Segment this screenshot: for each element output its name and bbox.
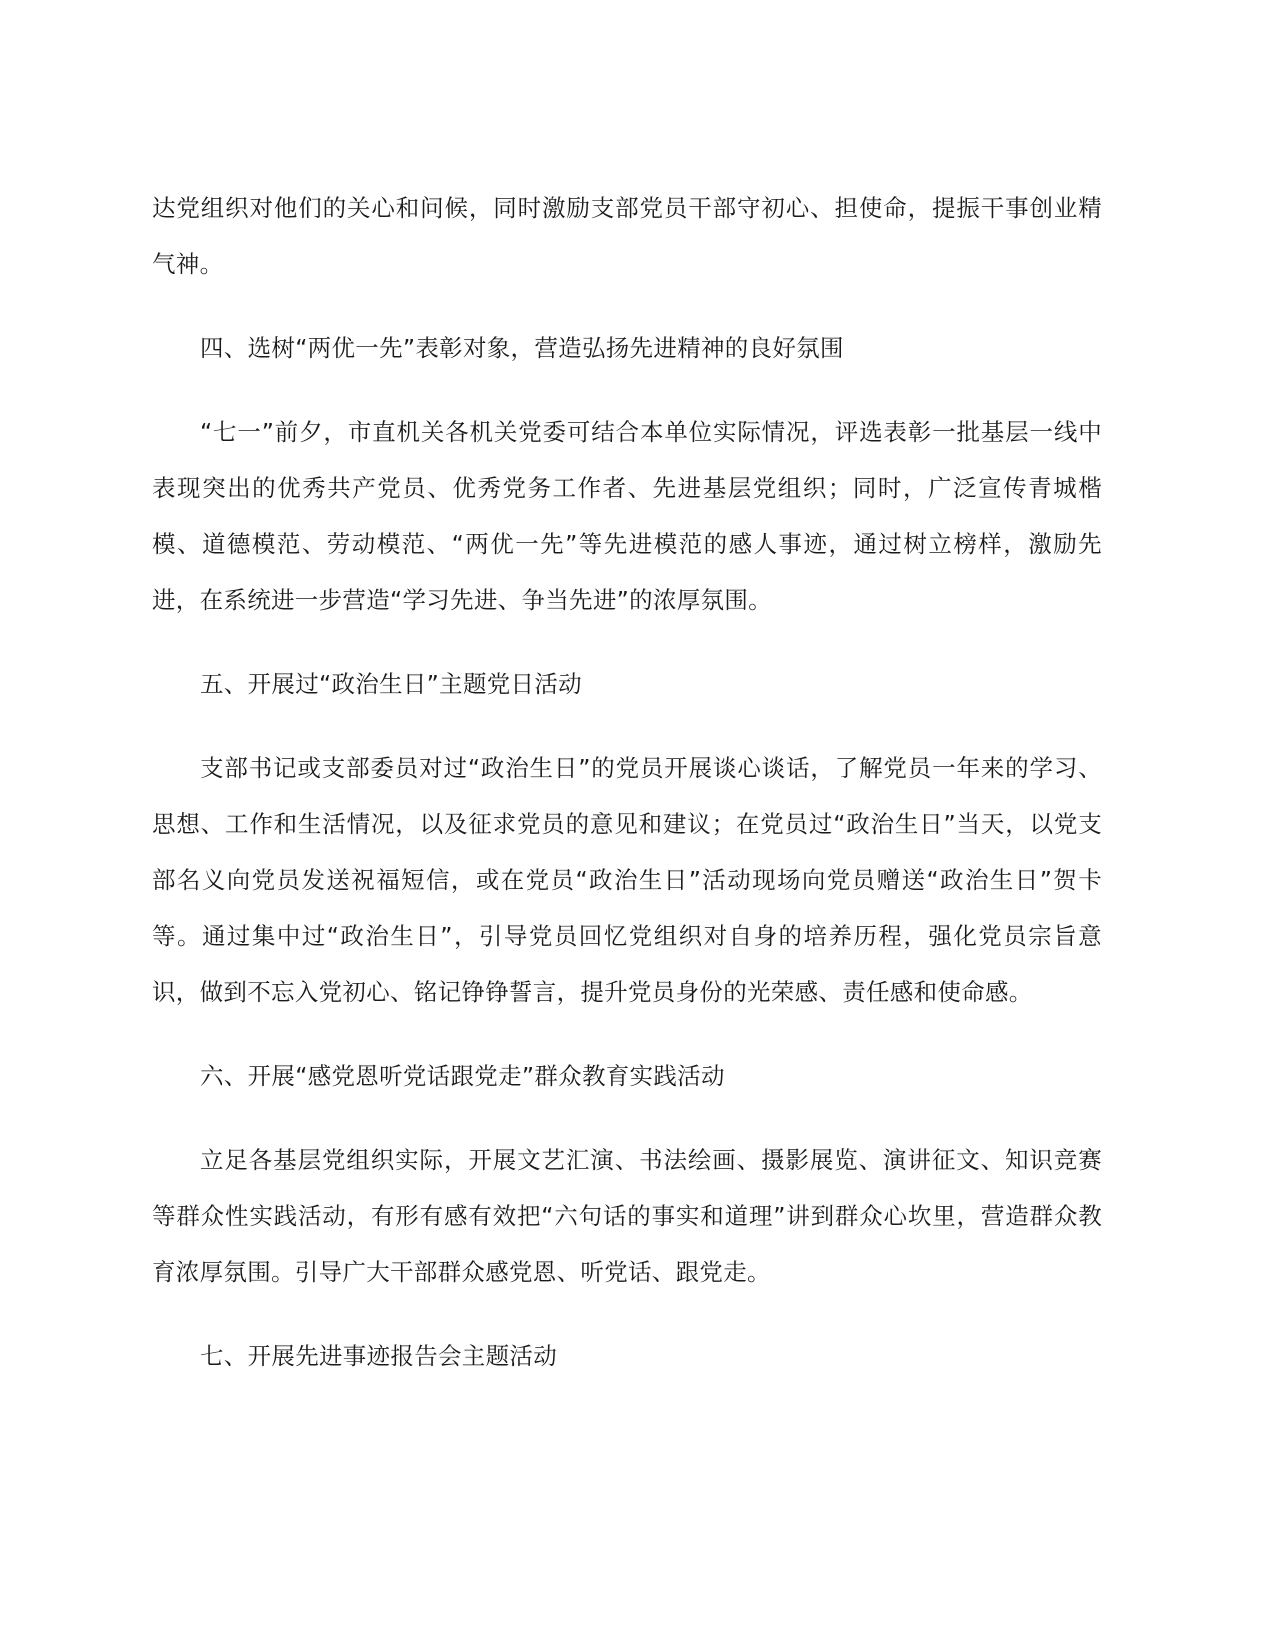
document-body	[152, 180, 1102, 1412]
section-heading-4: 四、选树“两优一先”表彰对象，营造弘扬先进精神的良好氛围	[200, 334, 844, 362]
section-heading-7: 七、开展先进事迹报告会主题活动	[200, 1342, 557, 1370]
paragraph-section-5: 支部书记或支部委员对过“政治生日”的党员开展谈心谈话，了解党员一年来的学习、思想、工作和生活情况，以及征求党员的意见和建议；在党员过“政治生日”当天，以党支部名义向党员发送祝福短信，或在党员“政治生日”活动现场向党员赠送“政治生日”贺卡等。通过集中过“政治生日”，引导党员回忆党组织对自身的培养历程，强化党员宗旨意识，做到不忘入党初心、铭记铮铮誓言，提升党员身份的光荣感、责任感和使命感。	[152, 754, 1102, 1006]
paragraph-continuation: 达党组织对他们的关心和问候，同时激励支部党员干部守初心、担使命，提振干事创业精气神。	[152, 194, 1102, 278]
section-heading-6: 六、开展“感党恩听党话跟党走”群众教育实践活动	[200, 1062, 725, 1090]
paragraph-section-4: “七一”前夕，市直机关各机关党委可结合本单位实际情况，评选表彰一批基层一线中表现突出的优秀共产党员、优秀党务工作者、先进基层党组织；同时，广泛宣传青城楷模、道德模范、劳动模范、“两优一先”等先进模范的感人事迹，通过树立榜样，激励先进，在系统进一步营造“学习先进、争当先进”的浓厚氛围。	[152, 418, 1102, 614]
paragraph-section-6: 立足各基层党组织实际，开展文艺汇演、书法绘画、摄影展览、演讲征文、知识竞赛等群众性实践活动，有形有感有效把“六句话的事实和道理”讲到群众心坎里，营造群众教育浓厚氛围。引导广大干部群众感党恩、听党话、跟党走。	[152, 1146, 1102, 1286]
section-heading-5: 五、开展过“政治生日”主题党日活动	[200, 670, 582, 698]
